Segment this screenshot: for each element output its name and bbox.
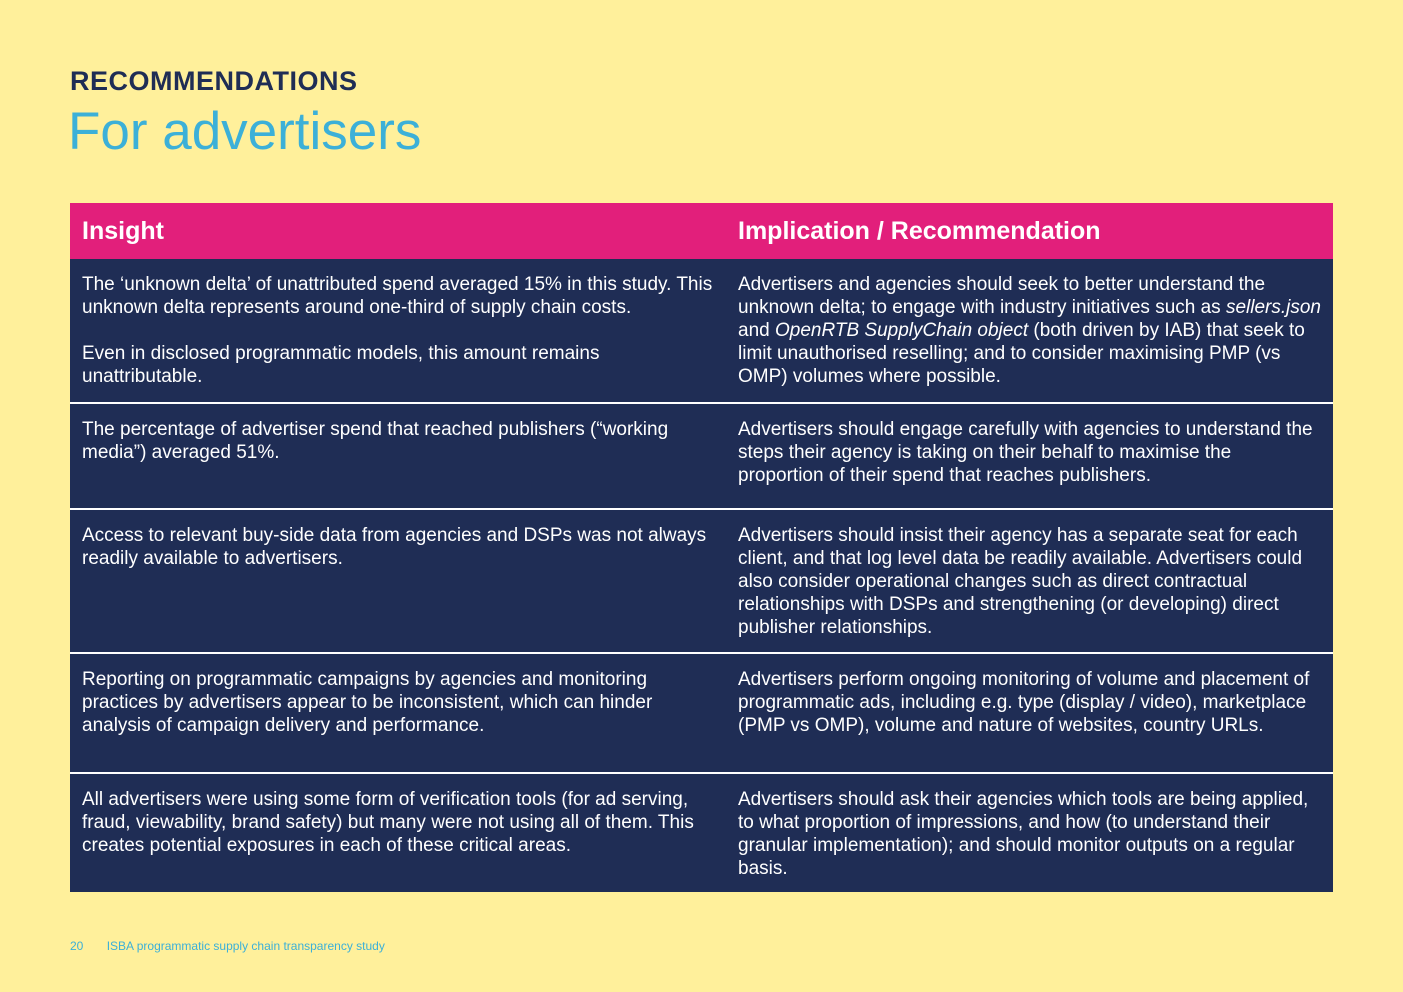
section-eyebrow: RECOMMENDATIONS <box>70 66 358 96</box>
table-row <box>70 772 1333 892</box>
recommendation-emphasis: OpenRTB SupplyChain object <box>774 320 1029 341</box>
recommendation-cell: Advertisers should insist their agency has a separate seat for each client, and that log level data be readily available. Advertisers could also consider operational changes such as direct contractual relationships with DSPs and strengthening (or developing) direct publisher relationships. <box>738 525 1303 638</box>
column-header-insight: Insight <box>82 216 164 245</box>
page-title: For advertisers <box>68 102 422 161</box>
recommendation-cell: Advertisers should ask their agencies which tools are being applied, to what proportion of impressions, and how (to understand their granular implementation); and should monitor outputs on a regular basis. <box>738 789 1309 879</box>
recommendation-text: Advertisers and agencies should seek to better understand the unknown delta; to engage with industry initiatives such as <box>738 274 1266 318</box>
recommendations-table <box>70 203 1333 892</box>
table-row <box>70 652 1333 772</box>
insight-text: Even in disclosed programmatic models, this amount remains unattributable. <box>82 343 600 387</box>
page-number: 20 <box>70 939 84 953</box>
table-header-row <box>70 203 1333 259</box>
insight-cell: Access to relevant buy-side data from agencies and DSPs was not always readily available to advertisers. <box>82 525 707 569</box>
recommendation-cell <box>726 259 1333 402</box>
insight-cell: Reporting on programmatic campaigns by agencies and monitoring practices by advertisers appear to be inconsistent, which can hinder analysis of campaign delivery and performance. <box>82 669 653 736</box>
document-title: ISBA programmatic supply chain transparency study <box>106 939 385 953</box>
recommendation-cell: Advertisers perform ongoing monitoring of volume and placement of programmatic ads, including e.g. type (display / video), marketplace (PMP vs OMP), volume and nature of websites, country URLs. <box>738 669 1310 736</box>
insight-cell <box>70 259 726 402</box>
recommendation-emphasis: sellers.json <box>1225 297 1321 318</box>
page-footer <box>70 938 385 954</box>
column-header-recommendation: Implication / Recommendation <box>738 216 1101 245</box>
insight-text: The ‘unknown delta’ of unattributed spend averaged 15% in this study. This unknown delta represents around one-third of supply chain costs. <box>82 274 713 318</box>
recommendation-text: (both driven by IAB) that seek to limit unauthorised reselling; and to consider maximising PMP (vs OMP) volumes where possible. <box>738 320 1305 387</box>
recommendation-text: and <box>738 320 775 341</box>
table-row <box>70 259 1333 402</box>
table-row <box>70 402 1333 508</box>
recommendation-cell: Advertisers should engage carefully with agencies to understand the steps their agency is taking on their behalf to maximise the proportion of their spend that reaches publishers. <box>738 419 1313 486</box>
table-row <box>70 508 1333 652</box>
insight-cell: All advertisers were using some form of verification tools (for ad serving, fraud, viewability, brand safety) but many were not using all of them. This creates potential exposures in each of these critical areas. <box>82 789 694 856</box>
insight-cell: The percentage of advertiser spend that reached publishers (“working media”) averaged 51%. <box>82 419 669 463</box>
